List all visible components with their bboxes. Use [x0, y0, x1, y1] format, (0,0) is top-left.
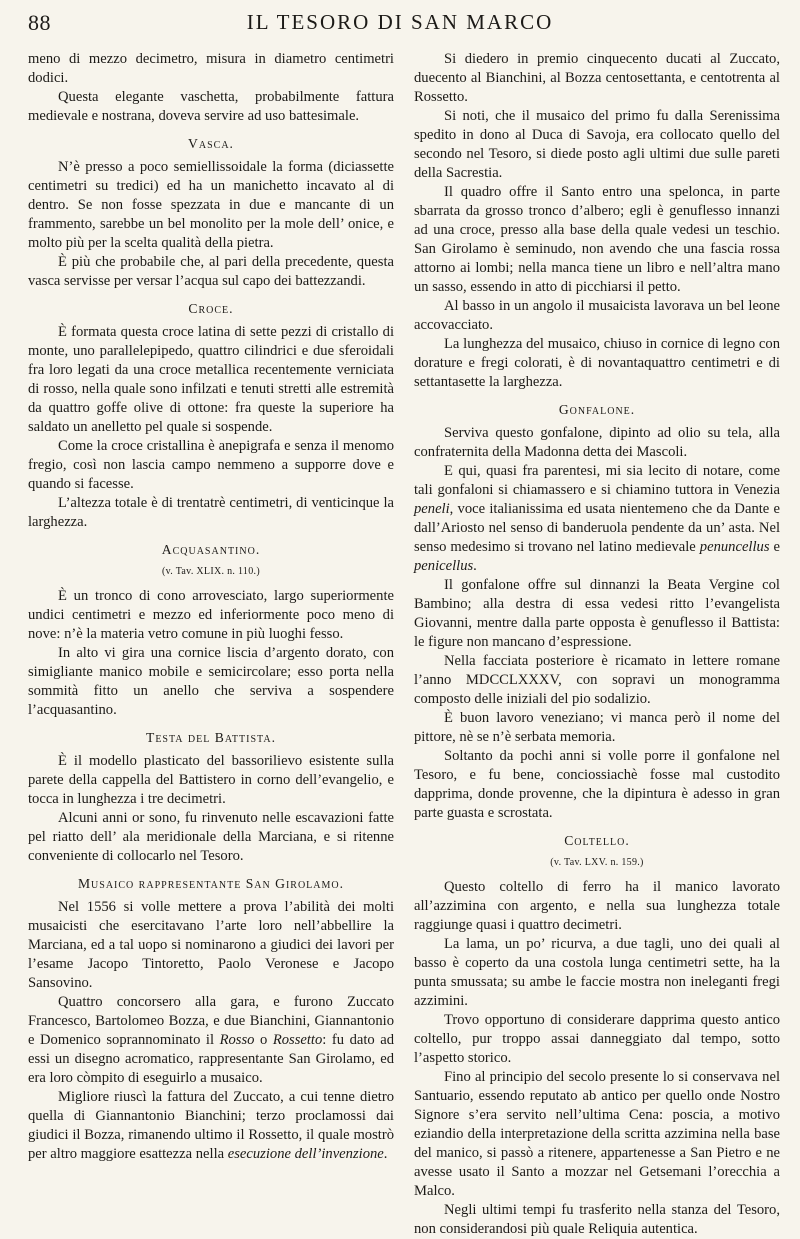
section-heading-vasca: Vasca.	[188, 136, 234, 151]
paragraph: Alcuni anni or sono, fu rinvenuto nelle escavazioni fatte pel riatto dell’ ala meridionale della Marciana, e si ritenne conveniente di collocarlo nel Tesoro.	[28, 810, 394, 864]
paragraph: Si noti, che il musaico del primo fu dalla Serenissima spedito in dono al Duca di Savoja, era collocato quello del secondo nel Tesoro, si diede posto agli ultimi due sulle pareti della Sacrestia.	[414, 108, 780, 181]
paragraph: È un tronco di cono arrovesciato, largo superiormente undici centimetri e mezzo ed inferiormente poco meno di nove: n’è la materia vetro comune in più luoghi fesso.	[28, 588, 394, 642]
paragraph: Si diedero in premio cinquecento ducati al Zuccato, duecento al Bianchini, al Bozza centosettanta, e centotrenta al Rossetto.	[414, 51, 780, 105]
plate-reference: (v. Tav. LXV. n. 159.)	[550, 857, 644, 868]
italic-term: peneli	[414, 501, 450, 517]
section-heading-gonfalone: Gonfalone.	[558, 402, 636, 417]
paragraph: Il quadro offre il Santo entro una spelonca, in parte sbarrata da grosso tronco d’albero; egli è genuflesso innanzi ad una croce, presso alla base della quale vedesi un teschio. San Girolamo è seminudo, non avendo che una fascia rossa attorno ai lombi; nella manca tiene un libro e nell’altra mano un sasso, essendo in atto di picchiarsi il petto.	[414, 184, 780, 295]
text-run: .	[473, 558, 477, 574]
text-run: e	[769, 539, 780, 555]
italic-term: penuncellus	[699, 539, 770, 555]
paragraph	[28, 1088, 394, 1164]
paragraph: In alto vi gira una cornice liscia d’argento dorato, con simigliante manico mobile e semicircolare; esso porta nella sommità fitto un anello che serviva a sospendere l’acquasantino.	[28, 645, 394, 718]
paragraph: Questo coltello di ferro ha il manico lavorato all’azzimina con argento, e nella sua lunghezza totale raggiunge quasi i quattro decimetri.	[414, 879, 780, 933]
text-run: .	[383, 1146, 388, 1162]
italic-term: esecuzione dell’invenzione	[227, 1146, 384, 1162]
paragraph: Al basso in un angolo il musaicista lavorava un bel leone accovacciato.	[414, 298, 780, 333]
running-title: IL TESORO DI SAN MARCO	[246, 10, 554, 34]
plate-reference: (v. Tav. XLIX. n. 110.)	[162, 566, 260, 577]
paragraph: Negli ultimi tempi fu trasferito nella stanza del Tesoro, non considerandosi più quale Reliquia autentica.	[414, 1202, 780, 1237]
section-heading-croce: Croce.	[188, 301, 234, 316]
section-heading-musaico: Musaico rappresentante San Girolamo.	[77, 876, 345, 891]
paragraph: Soltanto da pochi anni si volle porre il gonfalone nel Tesoro, e fu bene, conciossiachè fosse mal custodito dapprima, donde provenne, che la dipintura è adesso in gran parte guasta e scrostata.	[414, 748, 780, 821]
paragraph: L’altezza totale è di trentatrè centimetri, di venticinque la larghezza.	[28, 495, 394, 530]
left-column	[28, 50, 394, 1164]
text-run: : fu dato ad essi un disegno acromatico, rappresentante San Girolamo, ed era loro còmpito di eseguirlo a musaico.	[28, 1032, 394, 1086]
text-run: Migliore riuscì la fattura del Zuccato, a cui tenne dietro quella di Giannantonio Bianchini; terzo proclamossi dai giudici il Bozza, rimanendo ultimo il Rossetto, il quale mostrò per altro maggiore esattezza nella	[28, 1089, 394, 1162]
paragraph: Serviva questo gonfalone, dipinto ad olio su tela, alla confraternita della Madonna detta dei Mascoli.	[414, 425, 780, 460]
text-run: E qui, quasi fra parentesi, mi sia lecito di notare, come tali gonfaloni si chiamassero e si chiamino tuttora in Venezia	[414, 463, 780, 498]
italic-term: penicellus	[414, 558, 474, 574]
section-heading-testa-battista: Testa del Battista.	[146, 730, 276, 745]
paragraph: È più che probabile che, al pari della precedente, questa vasca servisse per versar l’acqua sul capo dei battezzandi.	[28, 254, 394, 289]
paragraph: Trovo opportuno di considerare dapprima questo antico coltello, pur troppo assai danneggiato dal tempo, sotto l’aspetto storico.	[414, 1012, 780, 1066]
paragraph: Come la croce cristallina è anepigrafa e senza il menomo fregio, così non lascia campo nemmeno a supporre dove e quando si facesse.	[28, 438, 394, 492]
paragraph: meno di mezzo decimetro, misura in diametro centimetri dodici.	[28, 51, 394, 86]
paragraph: La lama, un po’ ricurva, a due tagli, uno dei quali al basso è coperto da una costola lunga centimetri sette, ha la punta smussata; su ambe le faccie mostra non ineleganti fregi azzimini.	[414, 936, 780, 1009]
paragraph	[28, 993, 394, 1088]
paragraph: Fino al principio del secolo presente lo si conservava nel Santuario, essendo reputato ab antico per quello onde Nostro Signore s’era servito nell’ultima Cena: poscia, a motivo eziandio della interpretazione della scritta azzimina nella base del manico, si passò a ritenere, appartenesse a San Pietro e ne avesse usato il Santo a mozzar nel Getsemani l’orecchia a Malco.	[414, 1069, 780, 1199]
paragraph	[414, 462, 780, 576]
paragraph: Questa elegante vaschetta, probabilmente fattura medievale e nostrana, doveva servire ad uso battesimale.	[28, 89, 394, 124]
italic-term: Rosso	[219, 1032, 255, 1048]
paragraph: È formata questa croce latina di sette pezzi di cristallo di monte, uno parallelepipedo, quattro cilindrici e due sferoidali fra loro legati da una croce metallica recentemente verniciata di rosso, nella quale sono infilzati e tenuti stretti alle estremità da quattro goffe olive di ottone: fra queste la superiore ha saldato un anelletto pel quale si sospende.	[28, 324, 394, 435]
paragraph: N’è presso a poco semiellissoidale la forma (diciassette centimetri su tredici) ed ha un manichetto incavato al di dentro. Se non fosse spezzata in due e mancante di un frammento, sarebbe un bel monolito per la mole dell’ onice, e molto più per la scelta qualità della pietra.	[28, 159, 394, 251]
paragraph: Nella facciata posteriore è ricamato in lettere romane l’anno MDCCLXXXV, con sopravi un monogramma composto delle iniziali del pio sodalizio.	[414, 653, 780, 707]
page-header	[28, 10, 772, 44]
paragraph: Il gonfalone offre sul dinnanzi la Beata Vergine col Bambino; alla destra di essa vedesi ritto l’evangelista Giovanni, mentre dalla parte opposta è genuflesso il Battista: le figure non mancano d’espressione.	[414, 577, 780, 650]
paragraph: Nel 1556 si volle mettere a prova l’abilità dei molti musaicisti che esercitavano l’arte loro nell’abbellire la Marciana, ed a tal uopo si nominarono a giudici dei lavori per l’esame Jacopo Tintoretto, Paolo Veronese e Jacopo Sansovino.	[28, 899, 394, 991]
section-heading-acquasantino: Acquasantino.	[161, 542, 261, 557]
page-number: 88	[28, 10, 51, 35]
paragraph: È il modello plasticato del bassorilievo esistente sulla parete della cappella del Battistero in corno dell’evangelio, e tocca in lunghezza i tre decimetri.	[28, 753, 394, 807]
italic-term: Rossetto	[272, 1032, 323, 1048]
paragraph: La lunghezza del musaico, chiuso in cornice di legno con dorature e fregi colorati, è di novantaquattro centimetri e di settantasette la larghezza.	[414, 336, 780, 390]
text-run: Quattro concorsero alla gara, e furono Zuccato Francesco, Bartolomeo Bozza, e due Bianchini, Giannantonio e Domenico soprannominato il	[28, 994, 394, 1048]
right-column	[414, 50, 780, 1239]
text-run: , voce italianissima ed usata nientemeno che da Dante e dall’Ariosto nel senso di banderuola pendente da un’ asta. Nel senso medesimo si trovano nel latino medievale	[414, 501, 780, 555]
section-heading-coltello: Coltello.	[564, 833, 630, 848]
paragraph: È buon lavoro veneziano; vi manca però il nome del pittore, nè se n’è serbata memoria.	[414, 710, 780, 745]
text-run: o	[254, 1032, 273, 1048]
